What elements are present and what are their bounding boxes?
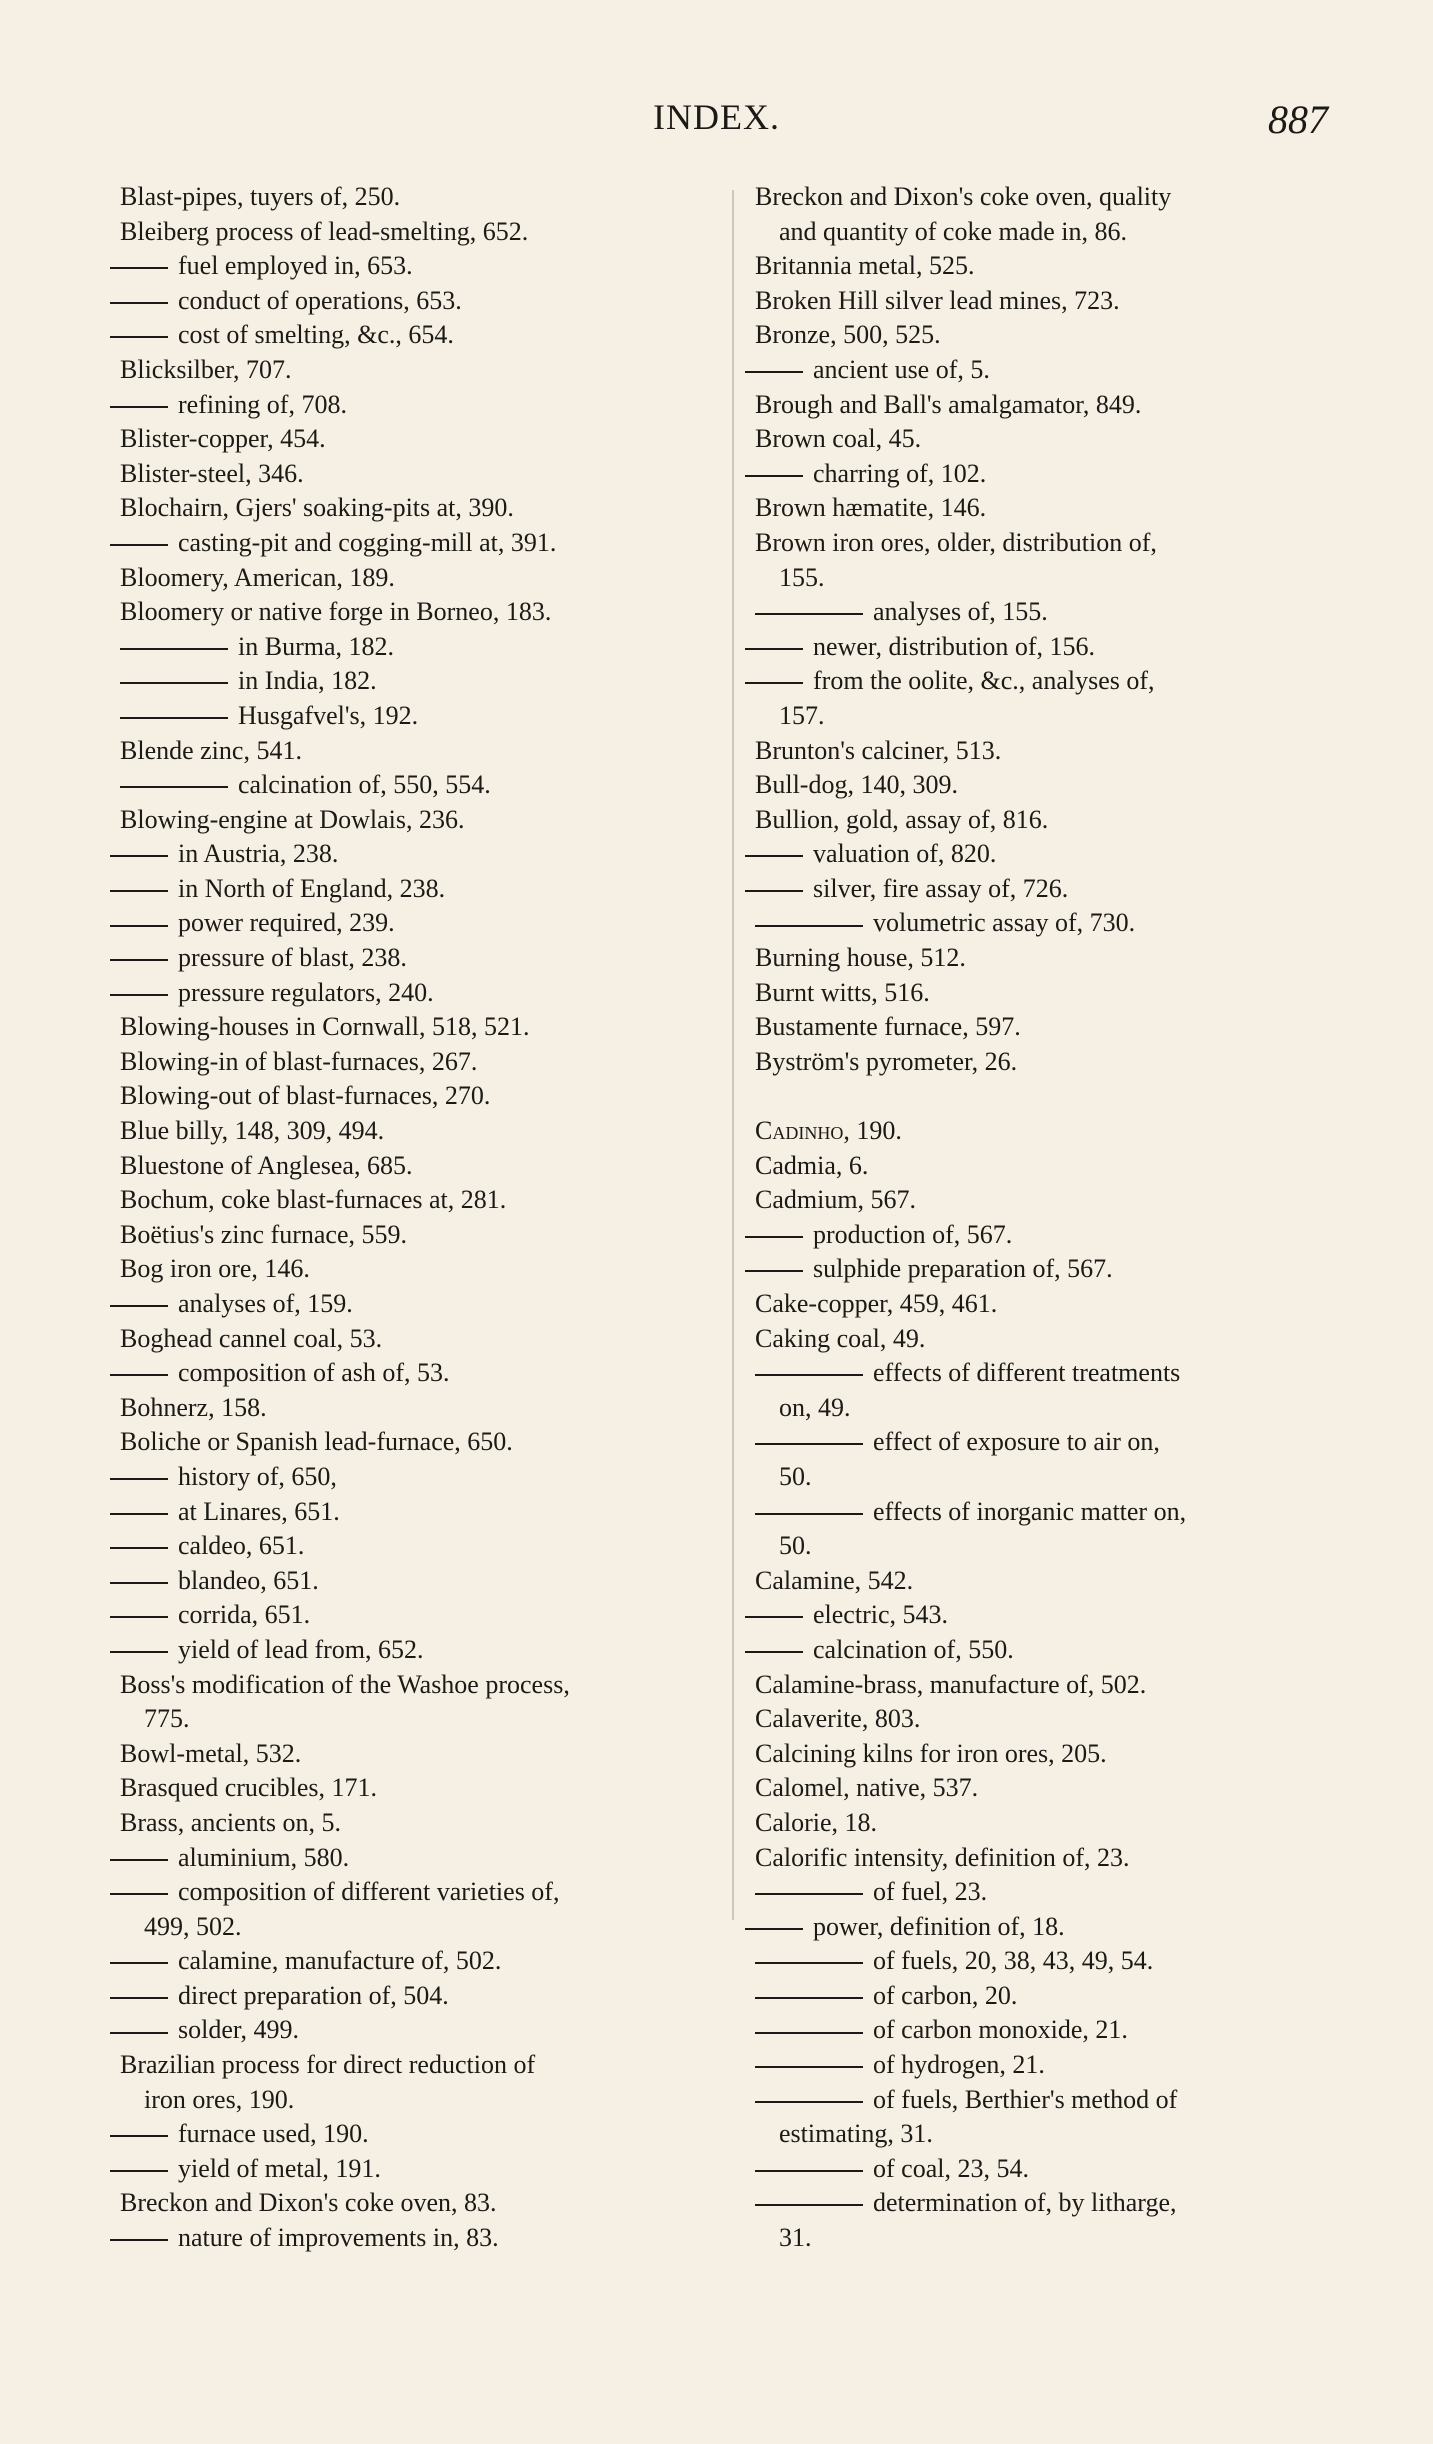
index-entry-text: Blowing-houses in Cornwall, 518, 521.	[120, 1012, 530, 1042]
index-entry	[755, 284, 1347, 319]
index-subentry	[755, 906, 1347, 941]
index-entry-text: in Austria, 238.	[178, 839, 339, 869]
index-entry-text: Brown hæmatite, 146.	[755, 493, 987, 523]
index-subentry	[120, 906, 710, 941]
index-entry-text: Blue billy, 148, 309, 494.	[120, 1116, 385, 1146]
index-entry-text: solder, 499.	[178, 2015, 299, 2045]
index-entry-text: Calamine, 542.	[755, 1565, 914, 1595]
index-entry	[755, 976, 1347, 1011]
ditto-dash	[110, 994, 168, 996]
ditto-dash	[755, 2170, 863, 2172]
index-subentry	[755, 1495, 1347, 1530]
ditto-dash	[120, 786, 228, 788]
index-entry	[120, 1391, 710, 1426]
index-subentry	[755, 2048, 1347, 2083]
index-entry-text: Calcining kilns for iron ores, 205.	[755, 1738, 1107, 1768]
index-entry-text: casting-pit and cogging-mill at, 391.	[178, 527, 557, 557]
index-subentry	[120, 1460, 710, 1495]
index-entry	[755, 388, 1347, 423]
index-subentry	[120, 768, 710, 803]
index-entry-text: calcination of, 550.	[813, 1634, 1014, 1664]
index-entry-continuation	[120, 1910, 710, 1945]
index-entry	[755, 180, 1347, 215]
index-entry-text: Calamine-brass, manufacture of, 502.	[755, 1669, 1147, 1699]
index-subentry	[120, 630, 710, 665]
ditto-dash	[110, 336, 168, 338]
index-entry-continuation	[755, 561, 1347, 596]
ditto-dash	[745, 890, 803, 892]
index-entry-text: Brunton's calciner, 513.	[755, 735, 1002, 765]
ditto-dash	[110, 1547, 168, 1549]
ditto-dash	[745, 1616, 803, 1618]
index-column-left	[120, 180, 710, 2256]
index-subentry	[755, 1425, 1347, 1460]
index-subentry	[755, 664, 1347, 699]
ditto-dash	[755, 1513, 863, 1515]
index-entry	[120, 1010, 710, 1045]
index-entry-text: Bustamente furnace, 597.	[755, 1012, 1021, 1042]
ditto-dash	[110, 2135, 168, 2137]
index-entry-text: furnace used, 190.	[178, 2119, 369, 2149]
index-subentry	[755, 1944, 1347, 1979]
index-entry	[755, 1668, 1347, 1703]
ditto-dash	[755, 2101, 863, 2103]
index-subentry	[120, 1529, 710, 1564]
index-entry-text: Blochairn, Gjers' soaking-pits at, 390.	[120, 493, 514, 523]
index-subentry	[120, 872, 710, 907]
index-subentry	[120, 1875, 710, 1910]
index-entry	[755, 1045, 1347, 1080]
ditto-dash	[745, 1651, 803, 1653]
index-entry	[120, 1149, 710, 1184]
index-entry	[120, 561, 710, 596]
ditto-dash	[110, 890, 168, 892]
index-entry	[120, 422, 710, 457]
index-entry-text: Bleiberg process of lead-smelting, 652.	[120, 216, 529, 246]
ditto-dash	[110, 1374, 168, 1376]
index-entry	[755, 1322, 1347, 1357]
ditto-dash	[745, 648, 803, 650]
index-entry-text: Breckon and Dixon's coke oven, 83.	[120, 2188, 497, 2218]
index-entry	[120, 353, 710, 388]
index-entry-text: effect of exposure to air on,	[873, 1427, 1160, 1457]
index-subentry	[120, 976, 710, 1011]
index-entry-text: volumetric assay of, 730.	[873, 908, 1136, 938]
index-entry-text: Calorific intensity, definition of, 23.	[755, 1842, 1130, 1872]
index-entry	[755, 422, 1347, 457]
index-entry-text: Brazilian process for direct reduction of	[120, 2050, 536, 2080]
index-entry-text: effects of different treatments	[873, 1358, 1181, 1388]
index-subentry	[755, 1979, 1347, 2014]
index-subentry	[120, 1564, 710, 1599]
index-entry-text: Burning house, 512.	[755, 943, 966, 973]
ditto-dash	[120, 682, 228, 684]
index-subentry	[755, 1356, 1347, 1391]
index-entry-text: in India, 182.	[238, 666, 377, 696]
ditto-dash	[110, 925, 168, 927]
index-entry	[755, 1010, 1347, 1045]
index-entry-text: 50.	[779, 1531, 812, 1561]
index-entry-text: determination of, by litharge,	[873, 2188, 1177, 2218]
ditto-dash	[110, 1962, 168, 1964]
index-subentry	[120, 1356, 710, 1391]
index-entry-text: nature of improvements in, 83.	[178, 2223, 499, 2253]
index-entry-continuation	[755, 1391, 1347, 1426]
index-entry	[120, 1218, 710, 1253]
index-entry-text: Blowing-engine at Dowlais, 236.	[120, 804, 465, 834]
index-column-right	[755, 180, 1347, 2256]
index-entry-text: Brown iron ores, older, distribution of,	[755, 527, 1157, 557]
index-entry-text: of hydrogen, 21.	[873, 2050, 1045, 2080]
index-subentry	[755, 1875, 1347, 1910]
index-entry-text: valuation of, 820.	[813, 839, 997, 869]
index-entry-text: Bog iron ore, 146.	[120, 1254, 310, 1284]
index-entry-text: Brown coal, 45.	[755, 424, 922, 454]
index-entry-text: and quantity of coke made in, 86.	[779, 216, 1128, 246]
ditto-dash	[755, 1443, 863, 1445]
index-entry-text: cost of smelting, &c., 654.	[178, 320, 454, 350]
index-subentry	[120, 1979, 710, 2014]
index-entry-text: of fuel, 23.	[873, 1877, 988, 1907]
index-entry-continuation	[755, 2117, 1347, 2152]
index-entry-text: Boghead cannel coal, 53.	[120, 1323, 383, 1353]
ditto-dash	[755, 1893, 863, 1895]
index-entry-continuation	[755, 2221, 1347, 2256]
index-entry	[755, 1564, 1347, 1599]
ditto-dash	[755, 2066, 863, 2068]
index-subentry	[120, 1633, 710, 1668]
index-entry-text: Blende zinc, 541.	[120, 735, 302, 765]
index-entry-text: Calaverite, 803.	[755, 1704, 921, 1734]
index-entry-text: analyses of, 155.	[873, 597, 1048, 627]
ditto-dash	[120, 717, 228, 719]
ditto-dash	[755, 613, 863, 615]
index-subentry	[755, 457, 1347, 492]
index-subentry	[120, 1598, 710, 1633]
ditto-dash	[110, 1478, 168, 1480]
index-entry-text: direct preparation of, 504.	[178, 1980, 449, 2010]
index-entry	[755, 1149, 1347, 1184]
index-entry	[120, 1737, 710, 1772]
index-subentry	[755, 2083, 1347, 2118]
index-subentry	[120, 837, 710, 872]
ditto-dash	[110, 302, 168, 304]
ditto-dash	[755, 1997, 863, 1999]
index-entry-text: yield of lead from, 652.	[178, 1634, 424, 1664]
index-subentry	[120, 2152, 710, 2187]
index-subentry	[755, 1598, 1347, 1633]
index-entry	[120, 1806, 710, 1841]
index-subentry	[120, 2117, 710, 2152]
ditto-dash	[110, 1893, 168, 1895]
ditto-dash	[110, 1997, 168, 1999]
index-entry-text: pressure of blast, 238.	[178, 943, 407, 973]
index-entry-text: Blowing-out of blast-furnaces, 270.	[120, 1081, 491, 1111]
index-entry	[755, 941, 1347, 976]
ditto-dash	[110, 2032, 168, 2034]
index-entry-text: Breckon and Dixon's coke oven, quality	[755, 182, 1172, 211]
index-entry	[120, 180, 710, 215]
index-entry-continuation	[755, 215, 1347, 250]
column-divider	[732, 190, 734, 1920]
index-entry	[755, 1771, 1347, 1806]
index-entry-text: of carbon monoxide, 21.	[873, 2015, 1128, 2045]
index-entry-text: Broken Hill silver lead mines, 723.	[755, 285, 1120, 315]
index-entry	[120, 1183, 710, 1218]
index-entry-text: pressure regulators, 240.	[178, 977, 434, 1007]
ditto-dash	[755, 1962, 863, 1964]
index-entry-text: Bohnerz, 158.	[120, 1392, 267, 1422]
index-entry-text: 157.	[779, 700, 825, 730]
index-entry-continuation	[755, 699, 1347, 734]
ditto-dash	[755, 925, 863, 927]
ditto-dash	[745, 682, 803, 684]
index-entry-text: Husgafvel's, 192.	[238, 700, 419, 730]
index-entry-text: Cadinho, 190.	[755, 1116, 902, 1146]
index-subentry	[120, 2221, 710, 2256]
index-entry-text: Brass, ancients on, 5.	[120, 1807, 341, 1837]
index-entry-text: Calorie, 18.	[755, 1807, 878, 1837]
index-entry-text: Blast-pipes, tuyers of, 250.	[120, 182, 401, 211]
ditto-dash	[755, 1374, 863, 1376]
index-entry-text: in Burma, 182.	[238, 631, 394, 661]
index-entry-text: Bull-dog, 140, 309.	[755, 770, 958, 800]
index-entry	[755, 249, 1347, 284]
index-entry	[755, 768, 1347, 803]
index-subentry	[755, 1218, 1347, 1253]
index-entry	[120, 1045, 710, 1080]
index-subentry	[755, 1910, 1347, 1945]
index-entry	[755, 1737, 1347, 1772]
index-entry-continuation	[755, 1529, 1347, 1564]
index-entry-text: 499, 502.	[144, 1911, 242, 1941]
index-entry	[120, 1668, 710, 1703]
index-entry	[120, 1114, 710, 1149]
index-entry	[755, 1806, 1347, 1841]
index-entry	[120, 734, 710, 769]
index-entry-text: corrida, 651.	[178, 1600, 311, 1630]
section-gap	[755, 1079, 1347, 1114]
index-entry	[120, 1771, 710, 1806]
ditto-dash	[120, 648, 228, 650]
index-entry-text: calcination of, 550, 554.	[238, 770, 491, 800]
index-entry-text: Blicksilber, 707.	[120, 354, 292, 384]
index-entry	[755, 1287, 1347, 1322]
index-entry-text: Blowing-in of blast-furnaces, 267.	[120, 1046, 478, 1076]
index-subentry	[120, 249, 710, 284]
index-entry-continuation	[120, 1702, 710, 1737]
ditto-dash	[745, 371, 803, 373]
index-subentry	[755, 1252, 1347, 1287]
index-entry	[120, 1252, 710, 1287]
index-entry-text: silver, fire assay of, 726.	[813, 873, 1069, 903]
index-subentry	[120, 1287, 710, 1322]
index-entry	[120, 457, 710, 492]
index-entry-text: Boliche or Spanish lead-furnace, 650.	[120, 1427, 513, 1457]
index-entry-text: Blister-steel, 346.	[120, 458, 304, 488]
index-entry-text: aluminium, 580.	[178, 1842, 350, 1872]
index-subentry	[755, 630, 1347, 665]
index-entry-text: composition of ash of, 53.	[178, 1358, 450, 1388]
ditto-dash	[110, 1651, 168, 1653]
index-subentry	[120, 526, 710, 561]
index-entry-text: production of, 567.	[813, 1219, 1013, 1249]
index-entry-text: charring of, 102.	[813, 458, 987, 488]
ditto-dash	[110, 959, 168, 961]
index-entry-continuation	[120, 2083, 710, 2118]
index-entry-text: 155.	[779, 562, 825, 592]
index-entry	[755, 491, 1347, 526]
index-entry-text: of fuels, Berthier's method of	[873, 2084, 1178, 2114]
ditto-dash	[745, 1270, 803, 1272]
index-subentry	[755, 2186, 1347, 2221]
index-entry	[120, 595, 710, 630]
page-header-title: INDEX.	[653, 97, 780, 137]
index-subentry	[755, 2152, 1347, 2187]
index-entry-text: iron ores, 190.	[144, 2084, 295, 2114]
index-entry	[120, 2048, 710, 2083]
index-entry-text: Bronze, 500, 525.	[755, 320, 941, 350]
page-number: 887	[1268, 97, 1328, 142]
index-entry	[120, 1322, 710, 1357]
index-entry	[120, 2186, 710, 2221]
index-entry-text: Cadmium, 567.	[755, 1185, 917, 1215]
index-entry-text: Bowl-metal, 532.	[120, 1738, 302, 1768]
index-entry-text: on, 49.	[779, 1392, 851, 1422]
index-entry	[120, 1079, 710, 1114]
ditto-dash	[110, 2170, 168, 2172]
index-subentry	[120, 1841, 710, 1876]
index-entry-text: Cake-copper, 459, 461.	[755, 1289, 998, 1318]
index-entry-text: yield of metal, 191.	[178, 2153, 381, 2183]
index-entry	[755, 1841, 1347, 1876]
index-entry	[120, 1425, 710, 1460]
index-entry-text: Bochum, coke blast-furnaces at, 281.	[120, 1185, 507, 1215]
index-subentry	[755, 872, 1347, 907]
index-subentry	[755, 2013, 1347, 2048]
index-entry-text: effects of inorganic matter on,	[873, 1496, 1187, 1526]
index-entry-text: in North of England, 238.	[178, 873, 446, 903]
index-entry-text: estimating, 31.	[779, 2119, 933, 2149]
index-entry-text: Bloomery, American, 189.	[120, 562, 395, 592]
ditto-dash	[755, 2032, 863, 2034]
ditto-dash	[110, 855, 168, 857]
index-entry-text: newer, distribution of, 156.	[813, 631, 1096, 661]
index-entry-text: fuel employed in, 653.	[178, 251, 413, 281]
index-entry-text: Bluestone of Anglesea, 685.	[120, 1150, 413, 1180]
index-entry	[120, 215, 710, 250]
index-entry	[755, 1114, 1347, 1149]
index-entry-text: of fuels, 20, 38, 43, 49, 54.	[873, 1946, 1154, 1976]
ditto-dash	[110, 1513, 168, 1515]
ditto-dash	[110, 406, 168, 408]
index-entry	[120, 491, 710, 526]
index-entry-text: Boëtius's zinc furnace, 559.	[120, 1219, 407, 1249]
index-entry-text: at Linares, 651.	[178, 1496, 340, 1526]
index-entry-text: sulphide preparation of, 567.	[813, 1254, 1113, 1284]
index-entry-text: 775.	[144, 1704, 190, 1734]
index-entry-text: electric, 543.	[813, 1600, 948, 1630]
index-subentry	[755, 353, 1347, 388]
ditto-dash	[110, 1616, 168, 1618]
index-subentry	[120, 318, 710, 353]
index-subentry	[755, 595, 1347, 630]
index-entry-text: Brough and Ball's amalgamator, 849.	[755, 389, 1142, 419]
index-subentry	[120, 1944, 710, 1979]
index-entry-text: 31.	[779, 2223, 812, 2253]
index-entry-text: history of, 650,	[178, 1461, 337, 1491]
index-entry-text: Cadmia, 6.	[755, 1150, 869, 1180]
ditto-dash	[110, 267, 168, 269]
index-entry-text: ancient use of, 5.	[813, 354, 990, 384]
index-entry	[755, 526, 1347, 561]
index-entry-text: Bloomery or native forge in Borneo, 183.	[120, 597, 552, 627]
index-entry-text: conduct of operations, 653.	[178, 285, 462, 315]
index-entry-text: composition of different varieties of,	[178, 1877, 560, 1907]
ditto-dash	[745, 1236, 803, 1238]
ditto-dash	[745, 1928, 803, 1930]
index-entry-text: refining of, 708.	[178, 389, 347, 419]
ditto-dash	[745, 475, 803, 477]
index-entry-text: Bullion, gold, assay of, 816.	[755, 804, 1049, 834]
ditto-dash	[755, 2204, 863, 2206]
index-entry-text: of coal, 23, 54.	[873, 2153, 1029, 2183]
index-subentry	[120, 699, 710, 734]
index-entry-text: Blister-copper, 454.	[120, 424, 326, 454]
index-entry-continuation	[755, 1460, 1347, 1495]
index-entry-text: Caking coal, 49.	[755, 1323, 926, 1353]
index-subentry	[120, 1495, 710, 1530]
index-entry-text: power required, 239.	[178, 908, 395, 938]
index-entry-text: power, definition of, 18.	[813, 1911, 1065, 1941]
index-entry	[120, 803, 710, 838]
index-entry-text: Britannia metal, 525.	[755, 251, 975, 281]
ditto-dash	[110, 1582, 168, 1584]
index-subentry	[120, 941, 710, 976]
index-entry	[755, 318, 1347, 353]
index-entry-text: calamine, manufacture of, 502.	[178, 1946, 502, 1976]
index-entry-text: blandeo, 651.	[178, 1565, 319, 1595]
index-entry-text: Boss's modification of the Washoe process,	[120, 1669, 570, 1699]
index-entry	[755, 1702, 1347, 1737]
ditto-dash	[110, 1305, 168, 1307]
index-entry-text: caldeo, 651.	[178, 1531, 305, 1561]
index-subentry	[120, 664, 710, 699]
index-subentry	[120, 2013, 710, 2048]
ditto-dash	[745, 855, 803, 857]
index-entry	[755, 734, 1347, 769]
index-entry-text: Brasqued crucibles, 171.	[120, 1773, 378, 1803]
ditto-dash	[110, 2239, 168, 2241]
ditto-dash	[110, 544, 168, 546]
index-subentry	[755, 837, 1347, 872]
index-entry	[755, 803, 1347, 838]
ditto-dash	[110, 1859, 168, 1861]
index-subentry	[755, 1633, 1347, 1668]
index-entry-text: Byström's pyrometer, 26.	[755, 1046, 1018, 1076]
index-entry-text: from the oolite, &c., analyses of,	[813, 666, 1155, 696]
index-subentry	[120, 284, 710, 319]
index-entry-text: 50.	[779, 1461, 812, 1491]
index-subentry	[120, 388, 710, 423]
index-entry	[755, 1183, 1347, 1218]
index-entry-text: analyses of, 159.	[178, 1289, 353, 1318]
index-entry-text: Calomel, native, 537.	[755, 1773, 979, 1803]
index-entry-text: of carbon, 20.	[873, 1980, 1018, 2010]
index-entry-text: Burnt witts, 516.	[755, 977, 930, 1007]
